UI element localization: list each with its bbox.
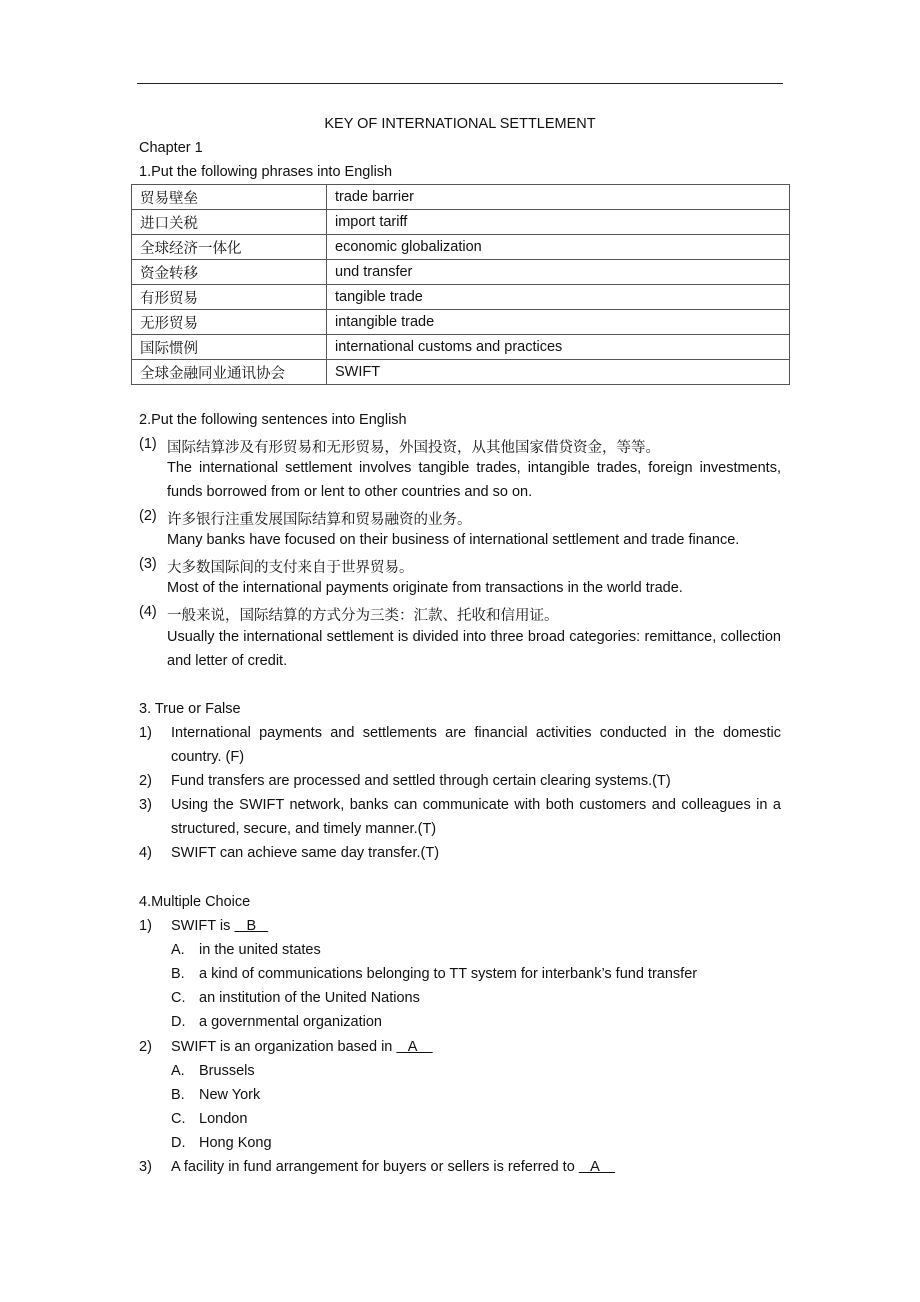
table-cell-chinese: 资金转移	[132, 260, 327, 285]
table-cell-english: economic globalization	[327, 235, 790, 260]
option-letter: D.	[171, 1135, 186, 1151]
table-cell-english: import tariff	[327, 210, 790, 235]
section4-heading: 4.Multiple Choice	[139, 894, 251, 910]
question-number: 1)	[139, 918, 152, 934]
option-letter: B.	[171, 1087, 185, 1103]
table-row	[132, 260, 790, 285]
table-row	[132, 310, 790, 335]
option-letter: B.	[171, 966, 185, 982]
table-row	[132, 235, 790, 260]
sentence-english: Many banks have focused on their business of international settlement and trade finance.	[167, 532, 740, 548]
phrase-table	[131, 184, 790, 385]
answer-blank: B	[234, 918, 269, 934]
sentence-number: (2)	[139, 508, 157, 524]
question-stem	[171, 1159, 615, 1175]
sentence-number: (1)	[139, 436, 157, 452]
section3-heading: 3. True or False	[139, 701, 241, 717]
section1-heading: 1.Put the following phrases into English	[139, 164, 393, 180]
statement-text: Fund transfers are processed and settled through certain clearing systems.(T)	[171, 773, 671, 789]
chapter-label: Chapter 1	[139, 140, 203, 156]
statement-number: 3)	[139, 797, 152, 813]
question-text: A facility in fund arrangement for buyers or sellers is referred to	[171, 1159, 579, 1175]
sentence-chinese: 许多银行注重发展国际结算和贸易融资的业务。	[167, 512, 472, 528]
option-text: a governmental organization	[199, 1014, 382, 1030]
option-text: in the united states	[199, 942, 321, 958]
statement-text: International payments and settlements are financial activities conducted in the domestic country. (F)	[171, 725, 781, 765]
table-cell-chinese: 有形贸易	[132, 285, 327, 310]
table-cell-chinese: 全球经济一体化	[132, 235, 327, 260]
answer-blank: A	[578, 1159, 616, 1175]
table-row	[132, 285, 790, 310]
option-text: New York	[199, 1087, 261, 1103]
question-stem	[171, 918, 268, 934]
question-number: 2)	[139, 1039, 152, 1055]
table-row	[132, 210, 790, 235]
statement-number: 1)	[139, 725, 152, 741]
header-rule	[137, 83, 783, 84]
question-stem	[171, 1039, 433, 1055]
option-letter: A.	[171, 1063, 185, 1079]
option-text: Hong Kong	[199, 1135, 272, 1151]
option-letter: D.	[171, 1014, 186, 1030]
table-cell-english: international customs and practices	[327, 335, 790, 360]
option-letter: C.	[171, 1111, 186, 1127]
table-cell-chinese: 进口关税	[132, 210, 327, 235]
option-text: a kind of communications belonging to TT system for interbank’s fund transfer	[199, 966, 698, 982]
statement-text: SWIFT can achieve same day transfer.(T)	[171, 845, 440, 861]
sentence-chinese: 大多数国际间的支付来自于世界贸易。	[167, 560, 414, 576]
option-letter: A.	[171, 942, 185, 958]
question-text: SWIFT is	[171, 918, 235, 934]
table-cell-english: intangible trade	[327, 310, 790, 335]
option-text: Brussels	[199, 1063, 255, 1079]
answer-blank: A	[396, 1039, 433, 1055]
statement-number: 4)	[139, 845, 152, 861]
question-number: 3)	[139, 1159, 152, 1175]
table-cell-chinese: 贸易壁垒	[132, 185, 327, 210]
document-title: KEY OF INTERNATIONAL SETTLEMENT	[324, 116, 596, 132]
table-row	[132, 185, 790, 210]
sentence-chinese: 一般来说，国际结算的方式分为三类：汇款、托收和信用证。	[167, 608, 559, 624]
sentence-chinese: 国际结算涉及有形贸易和无形贸易，外国投资，从其他国家借贷资金，等等。	[167, 440, 660, 456]
option-text: London	[199, 1111, 248, 1127]
sentence-english: Usually the international settlement is divided into three broad categories: remittance, collection and letter of credit.	[167, 629, 781, 669]
table-cell-chinese: 无形贸易	[132, 310, 327, 335]
option-text: an institution of the United Nations	[199, 990, 420, 1006]
question-text: SWIFT is an organization based in	[171, 1039, 397, 1055]
table-cell-english: trade barrier	[327, 185, 790, 210]
section2-heading: 2.Put the following sentences into English	[139, 412, 407, 428]
sentence-english: The international settlement involves tangible trades, intangible trades, foreign investments, funds borrowed from or lent to other countries and so on.	[167, 460, 781, 500]
table-row	[132, 360, 790, 385]
table-cell-english: und transfer	[327, 260, 790, 285]
statement-number: 2)	[139, 773, 152, 789]
table-cell-chinese: 全球金融同业通讯协会	[132, 360, 327, 385]
statement-text: Using the SWIFT network, banks can communicate with both customers and colleagues in a structured, secure, and timely manner.(T)	[171, 797, 781, 837]
table-cell-english: SWIFT	[327, 360, 790, 385]
sentence-number: (3)	[139, 556, 157, 572]
table-row	[132, 335, 790, 360]
sentence-number: (4)	[139, 604, 157, 620]
option-letter: C.	[171, 990, 186, 1006]
table-cell-english: tangible trade	[327, 285, 790, 310]
sentence-english: Most of the international payments originate from transactions in the world trade.	[167, 580, 683, 596]
table-cell-chinese: 国际惯例	[132, 335, 327, 360]
